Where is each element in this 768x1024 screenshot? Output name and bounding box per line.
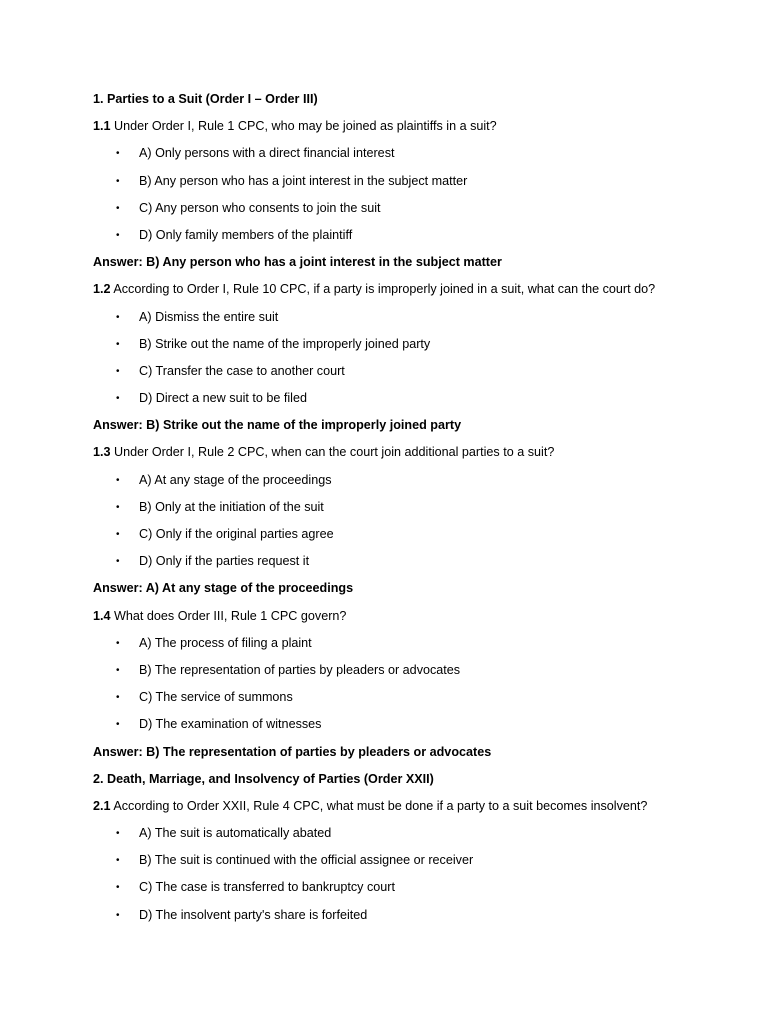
option-text: C) Only if the original parties agree xyxy=(139,527,334,541)
option-item xyxy=(93,467,713,494)
bullet-icon: • xyxy=(116,148,120,160)
option-text: D) The insolvent party's share is forfeited xyxy=(139,907,368,922)
question xyxy=(93,113,713,140)
question-text: According to Order XXII, Rule 4 CPC, what must be done if a party to a suit becomes insolvent? xyxy=(110,798,648,813)
option-text: C) Any person who consents to join the suit xyxy=(139,200,381,215)
question xyxy=(93,603,713,630)
option-text: B) Any person who has a joint interest in the subject matter xyxy=(139,173,468,188)
document-page xyxy=(93,86,713,929)
option-item xyxy=(93,630,713,657)
option-item xyxy=(93,684,713,711)
bullet-icon: • xyxy=(116,855,120,867)
option-text: C) Transfer the case to another court xyxy=(139,363,345,378)
question-number: 1.4 xyxy=(93,608,111,623)
question xyxy=(93,276,713,303)
section-heading: 1. Parties to a Suit (Order I – Order III) xyxy=(93,92,318,106)
option-text: A) Only persons with a direct financial interest xyxy=(139,146,395,161)
answer-line: Answer: B) Strike out the name of the improperly joined party xyxy=(93,418,462,433)
bullet-icon: • xyxy=(116,311,120,323)
option-item xyxy=(93,385,713,412)
bullet-icon: • xyxy=(116,229,120,241)
bullet-icon: • xyxy=(116,529,120,540)
bullet-icon: • xyxy=(116,882,120,894)
option-text: D) Only family members of the plaintiff xyxy=(139,227,353,242)
option-text: D) The examination of witnesses xyxy=(139,717,322,732)
question xyxy=(93,793,713,820)
option-item xyxy=(93,657,713,684)
bullet-icon: • xyxy=(116,338,120,350)
option-item xyxy=(93,494,713,521)
option-text: C) The case is transferred to bankruptcy court xyxy=(139,880,395,895)
option-item xyxy=(93,331,713,358)
bullet-icon: • xyxy=(116,501,120,513)
option-item xyxy=(93,358,713,385)
option-item xyxy=(93,521,713,548)
option-text: A) At any stage of the proceedings xyxy=(139,472,332,487)
bullet-icon: • xyxy=(116,393,120,405)
option-text: B) The suit is continued with the official assignee or receiver xyxy=(139,853,474,868)
option-item xyxy=(93,874,713,901)
answer-line: Answer: A) At any stage of the proceedings xyxy=(93,581,354,596)
question-number: 2.1 xyxy=(93,798,111,813)
bullet-icon: • xyxy=(116,828,120,840)
option-text: B) Only at the initiation of the suit xyxy=(139,499,324,514)
bullet-icon: • xyxy=(116,175,120,187)
bullet-icon: • xyxy=(116,719,120,731)
option-item xyxy=(93,711,713,738)
option-item xyxy=(93,140,713,167)
bullet-icon: • xyxy=(116,692,120,704)
option-item xyxy=(93,222,713,249)
option-item xyxy=(93,820,713,847)
option-item xyxy=(93,168,713,195)
option-item xyxy=(93,304,713,331)
option-text: A) Dismiss the entire suit xyxy=(139,309,279,324)
bullet-icon: • xyxy=(116,474,120,486)
option-item xyxy=(93,902,713,929)
option-item xyxy=(93,195,713,222)
question-text: What does Order III, Rule 1 CPC govern? xyxy=(110,608,347,623)
answer-line: Answer: B) Any person who has a joint interest in the subject matter xyxy=(93,255,502,270)
option-text: C) The service of summons xyxy=(139,690,293,705)
section-heading: 2. Death, Marriage, and Insolvency of Parties (Order XXII) xyxy=(93,771,434,786)
question-text: Under Order I, Rule 1 CPC, who may be joined as plaintiffs in a suit? xyxy=(110,119,497,134)
bullet-icon: • xyxy=(116,365,120,377)
question-number: 1.2 xyxy=(93,282,111,297)
bullet-icon: • xyxy=(116,909,120,921)
option-text: D) Only if the parties request it xyxy=(139,554,310,569)
option-text: B) The representation of parties by pleaders or advocates xyxy=(139,662,461,677)
question-number: 1.1 xyxy=(93,119,111,134)
option-item xyxy=(93,548,713,575)
option-text: D) Direct a new suit to be filed xyxy=(139,391,307,406)
question-text: According to Order I, Rule 10 CPC, if a party is improperly joined in a suit, what can the court do? xyxy=(110,282,656,297)
question xyxy=(93,439,713,466)
option-item xyxy=(93,847,713,874)
question-number: 1.3 xyxy=(93,445,111,460)
option-text: A) The suit is automatically abated xyxy=(139,826,332,841)
bullet-icon: • xyxy=(116,664,120,676)
option-text: A) The process of filing a plaint xyxy=(139,635,312,650)
option-text: B) Strike out the name of the improperly joined party xyxy=(139,336,431,351)
answer-line: Answer: B) The representation of parties by pleaders or advocates xyxy=(93,744,492,759)
bullet-icon: • xyxy=(116,556,120,568)
question-text: Under Order I, Rule 2 CPC, when can the court join additional parties to a suit? xyxy=(110,445,555,460)
bullet-icon: • xyxy=(116,202,120,214)
bullet-icon: • xyxy=(116,637,120,649)
